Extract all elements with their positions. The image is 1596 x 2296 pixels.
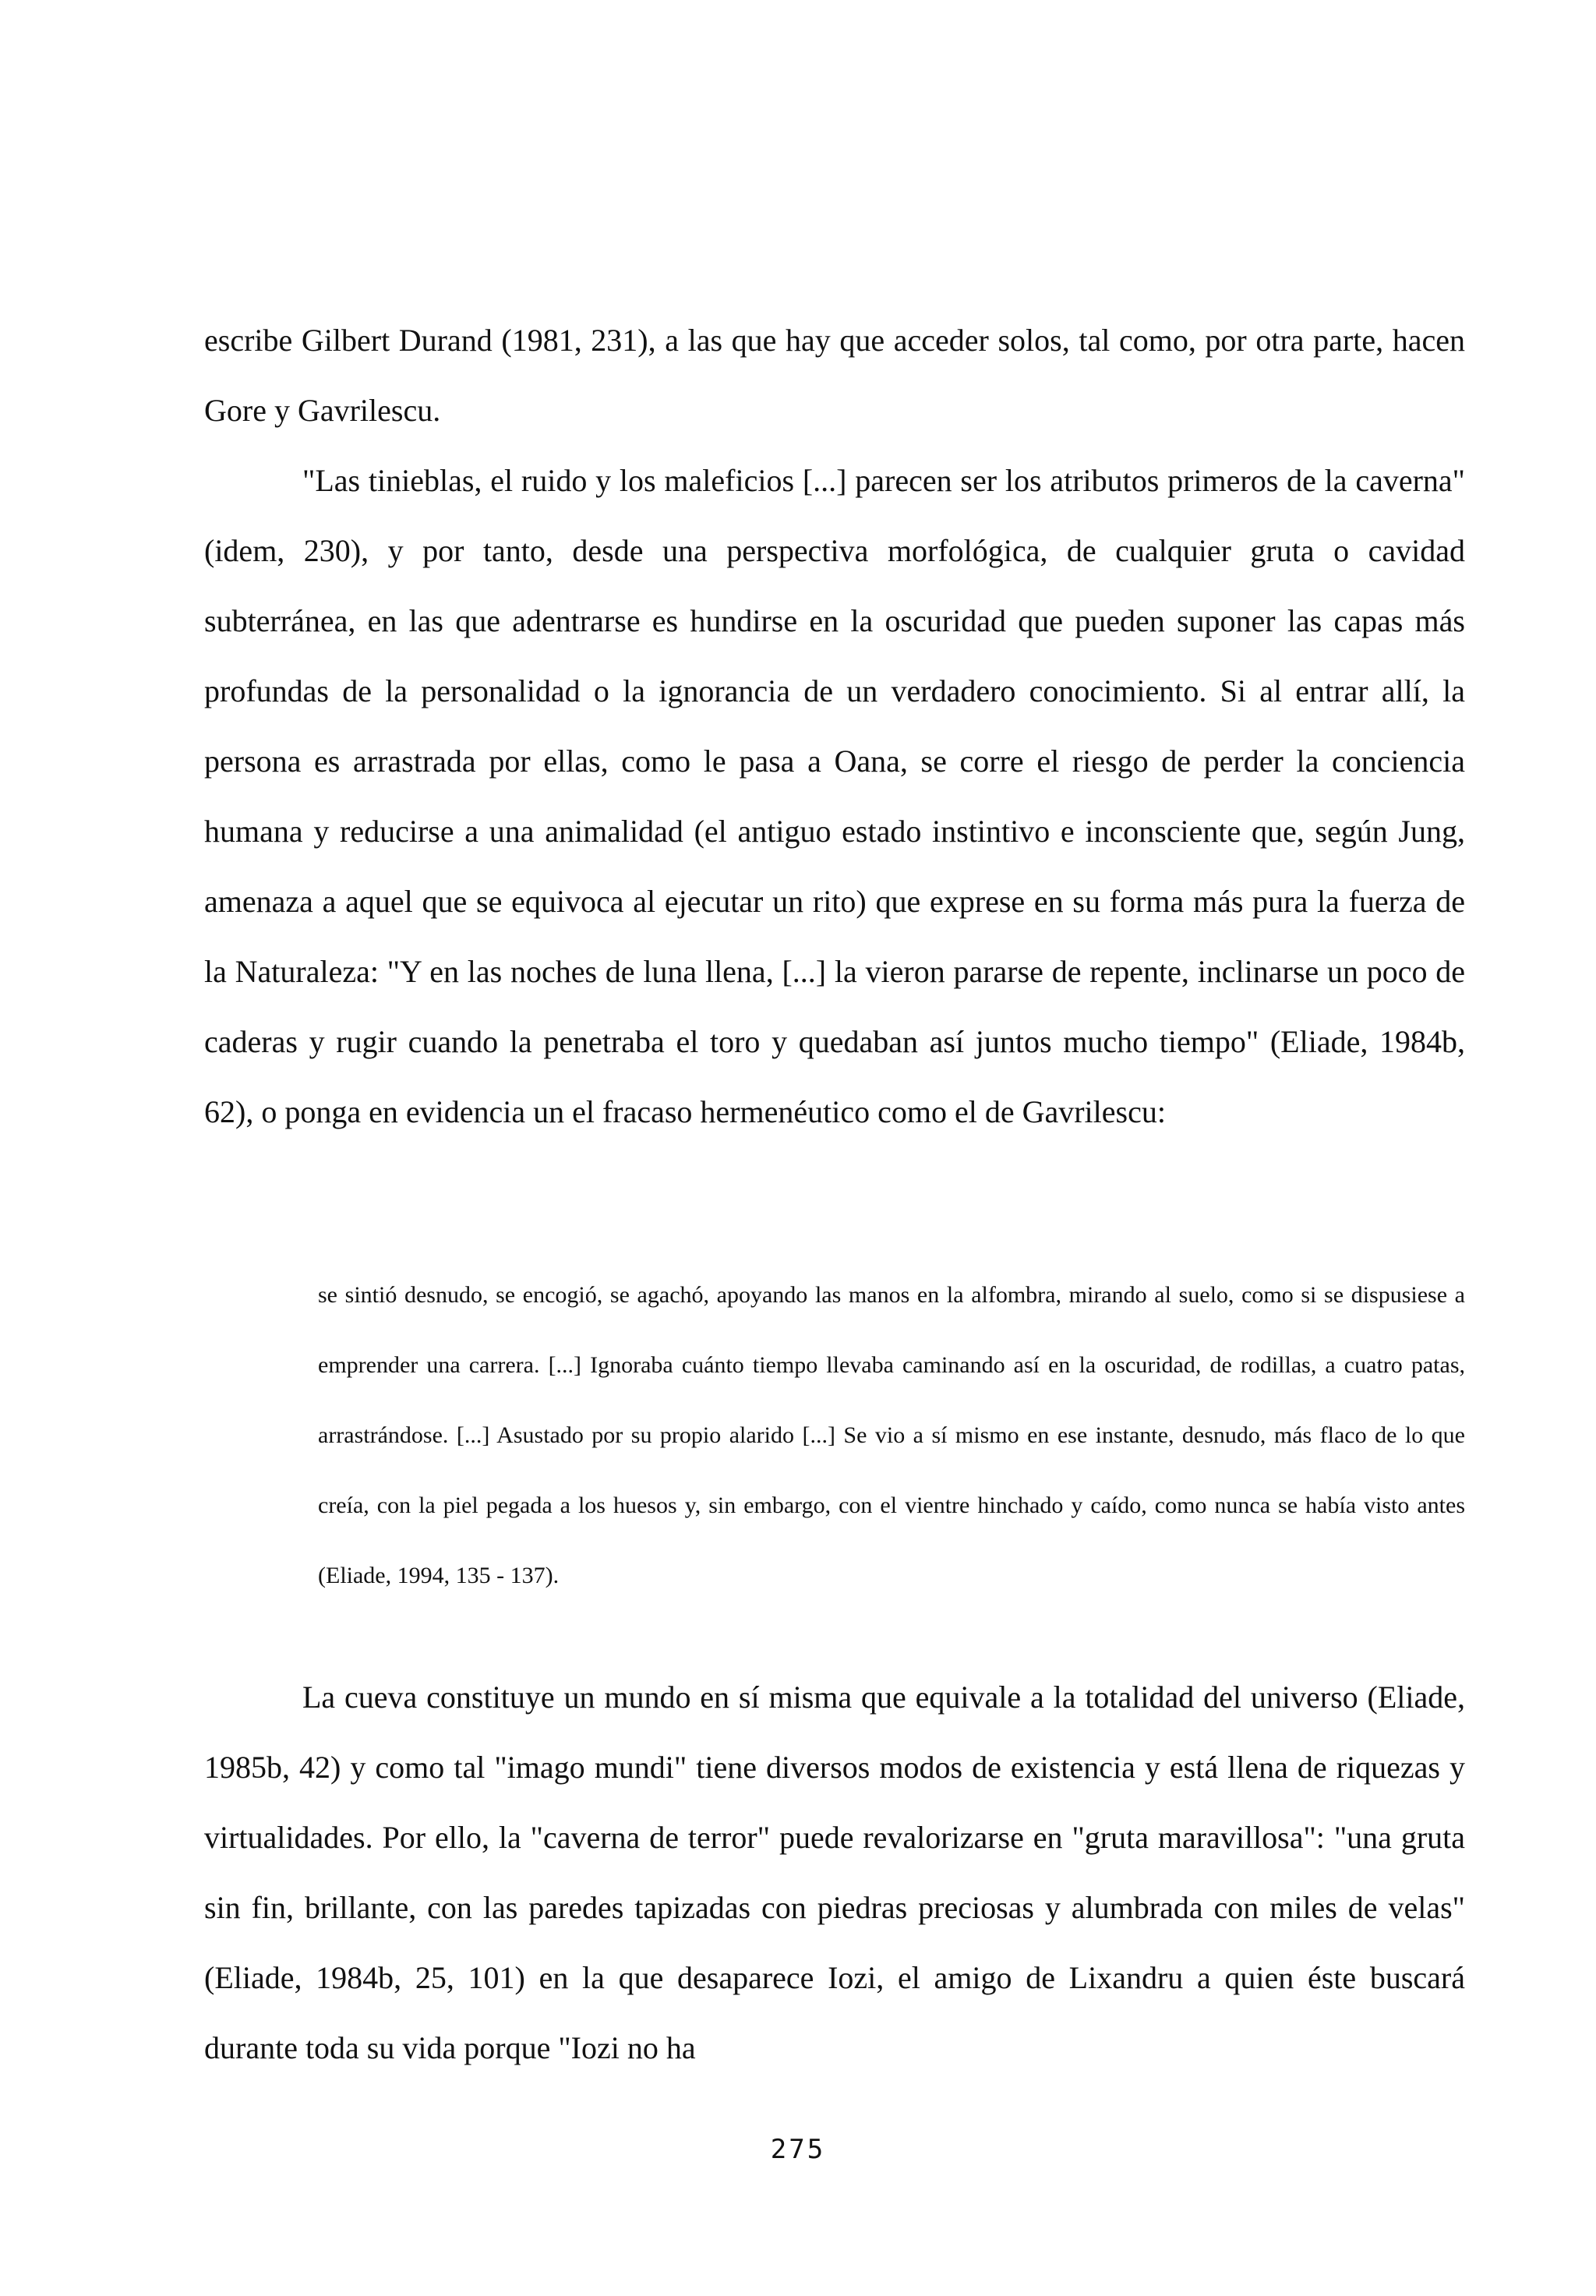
paragraph-3-text: La cueva constituye un mundo en sí misma que equivale a la totalidad del universo (Eliade, 1985b, 42) y como tal "imago mundi" tiene diversos modos de existencia y está llena de riquezas y virtualidades. Por ello, la "caverna de terror" puede revalorizarse en "gruta maravillosa": "una gruta sin fin, brillante, con las paredes tapizadas con piedras preciosas y alumbrada con miles de velas" (Eliade, 1984b, 25, 101) en la que desaparece Iozi, el amigo de Lixandru a quien éste buscará durante toda su vida porque "Iozi no ha bbox=[204, 1680, 1465, 2065]
block-quote: se sintió desnudo, se encogió, se agachó, apoyando las manos en la alfombra, mirando al suelo, como si se dispusiese a emprender una carrera. [...] Ignoraba cuánto tiempo llevaba caminando así en la oscuridad, de rodillas, a cuatro patas, arrastrándose. [...] Asustado por su propio alarido [...] Se vio a sí mismo en ese instante, desnudo, más flaco de lo que creía, con la piel pegada a los huesos y, sin embargo, con el vientre hinchado y caído, como nunca se había visto antes (Eliade, 1994, 135 - 137). bbox=[318, 1282, 1465, 1588]
paragraph-2-text: "Las tinieblas, el ruido y los maleficios [...] parecen ser los atributos primeros de la caverna" (idem, 230), y por tanto, desde una perspectiva morfológica, de cualquier gruta o cavidad subterránea, en las que adentrarse es hundirse en la oscuridad que pueden suponer las capas más profundas de la personalidad o la ignorancia de un verdadero conocimiento. Si al entrar allí, la persona es arrastrada por ellas, como le pasa a Oana, se corre el riesgo de perder la conciencia humana y reducirse a una animalidad (el antiguo estado instintivo e inconsciente que, según Jung, amenaza a aquel que se equivoca al ejecutar un rito) que exprese en su forma más pura la fuerza de la Naturaleza: "Y en las noches de luna llena, [...] la vieron pararse de repente, inclinarse un poco de caderas y rugir cuando la penetraba el toro y quedaban así juntos mucho tiempo" (Eliade, 1984b, 62), o ponga en evidencia un el fracaso hermenéutico como el de Gavrilescu: bbox=[204, 463, 1465, 1129]
paragraph-continuation bbox=[204, 306, 1465, 1147]
page-number: 275 bbox=[770, 2134, 826, 2165]
paragraph-1-text: escribe Gilbert Durand (1981, 231), a las que hay que acceder solos, tal como, por otra parte, hacen Gore y Gavrilescu. bbox=[204, 323, 1465, 428]
